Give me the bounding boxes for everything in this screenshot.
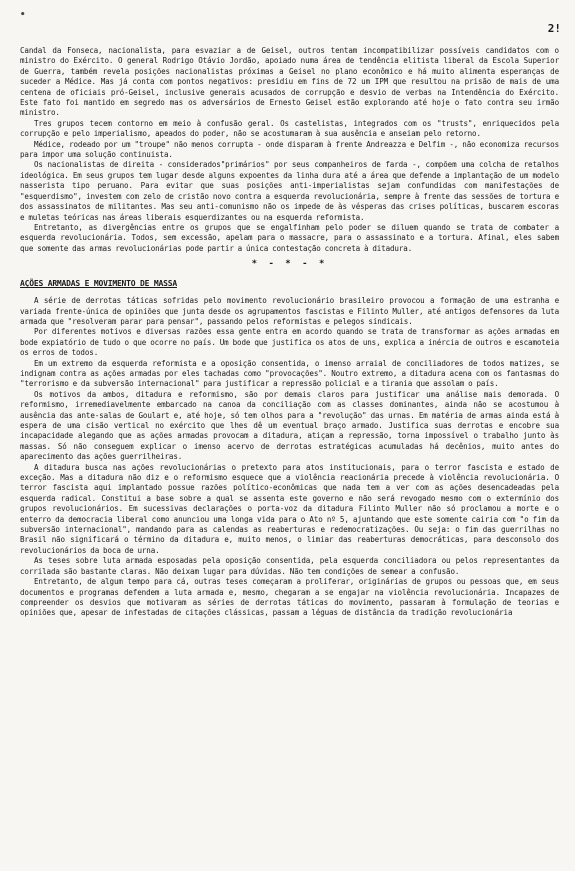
section-heading: AÇÕES ARMADAS E MOVIMENTO DE MASSA [20,279,177,289]
page-mark: • [20,10,26,20]
body-paragraph: A série de derrotas táticas sofridas pelo movimento revolucionário brasileiro provocou a formação de uma estranha e variada frente-única de opiniões que junta desde os agrupamentos fascistas e Filinto Muller, até antigos defensores da luta armada que "resolveram parar para pensar", passando pelos reformistas e pelegos sindicais. [20,296,559,326]
body-paragraph: Médice, rodeado por um "troupe" não menos corrupta - onde disparam à frente Andreazza e Delfim -, não economiza recursos para impor uma solução continuista. [20,139,559,160]
body-paragraph: Em um extremo da esquerda reformista e a oposição consentida, o imenso arraial de conciliadores de todos matizes, se indignam contra as ações armadas por eles tachadas como "provocações". Noutro extremo, a ditadura acena com os fantasmas do "terrorismo e da subversão internacional" para justificar a repressão policial e a tirania que assolam o país. [20,358,559,389]
body-paragraph: Por diferentes motivos e diversas razões essa gente entra em acordo quando se trata de transformar as ações armadas em bode expiatório de tudo o que ocorre no país. Um bode que justifica os atos de uns, explica a inércia de outros e escamoteia os erros de todos. [20,327,559,358]
body-paragraph: Tres grupos tecem contorno em meio à confusão geral. Os castelistas, integrados com os "trusts", enriquecidos pela corrupção e pelo imperialismo, apeados do poder, não se acostumaram à sua ausência e anseiam pelo retorno. [20,118,559,139]
body-paragraph: Entretanto, de algum tempo para cá, outras teses começaram a proliferar, originárias de grupos ou pessoas que, em seus documentos e programas defendem a luta armada e, mesmo, chegaram a se engajar na violência revolucionária. Incapazes de compreender os desvios que motivaram as séries de derrotas táticas do movimento, passaram à formulação de teorias e opiniões que, apesar de infestadas de citações clássicas, passam a léguas de distância da tradição revolucionária [20,577,559,618]
armed-actions-section [20,296,559,619]
body-paragraph: Entretanto, as divergências entre os grupos que se engalfinham pelo poder se diluem quando se trata de combater a esquerda revolucionária. Todos, sem excessão, apelam para o massacre, para o assassinato e a tortura. Afinal, eles sabem que somente das armas revolucionárias pode partir a única contestação concreta à ditadura. [20,222,559,253]
political-analysis-section [20,46,559,254]
body-paragraph: Candal da Fonseca, nacionalista, para esvaziar a de Geisel, outros tentam incompatibilizar possíveis candidatos com o ministro do Exército. O general Rodrigo Otávio Jordão, apoiado numa área de tendência elitista liberal da Escola Superior de Guerra, também revela posições nacionalistas próximas a Geisel no plano econômico e há muito alimenta esperanças de suceder a Médice. Mas já conta com pontos negativos: presidiu em fins de 72 um IPM que resultou na prisão de mais de uma centena de oficiais pró-Geisel, inclusive generais acusados de corrupção e desvio de verbas na Intendência do Exército. Este fato foi mantido em segredo mas os adversários de Ernesto Geisel estão explorando até hoje o fato contra seu irmão ministro. [20,46,559,118]
body-paragraph: A ditadura busca nas ações revolucionárias o pretexto para atos institucionais, para o terror fascista e estado de exceção. Mas a ditadura não diz e o reformismo esquece que a violência reacionária precede à violência revolucionária. O terror fascista aqui implantado possue razões político-econômicas que nada tem a ver com as ações desencadeadas pela esquerda radical. Constitui a base sobre a qual se assenta este governo e não será revogado mesmo com o extermínio dos grupos revolucionários. Em sucessivas declarações o porta-voz da ditadura Filinto Muller não só proclamou a morte e o enterro da democracia liberal como anunciou uma longa vida para o Ato nº 5, ajuntando que este somente cairia com "o fim da subversão internacional", mandando para as calendas as reaberturas e redemocratizações. Ou seja: o fim das guerrilhas no Brasil não significará o término da ditadura e, muito menos, o limiar das reaberturas democráticas, para desconsolo dos revolucionários da boca de urna. [20,462,559,555]
body-paragraph: Os motivos da ambos, ditadura e reformismo, são por demais claros para justificar uma análise mais demorada. O reformismo, irremediavelmente embarcado na canoa da conciliação com as classes dominantes, ainda não se acostumou à ausência das ante-salas de Goulart e, até hoje, só tem olhos para a "revolução" das urnas. Em matéria de armas ainda está à espera de uma cisão vertical no exército que lhes dê um eventual braço armado. Justifica suas derrotas e encobre sua incapacidade alegando que as ações armadas provocam a ditadura, atiçam a repressão, torna impossível o trabalho junto às massas. Só não conseguem explicar o imenso acervo de derrotas estratégicas acumuladas há decênios, muito antes do aparecimento das ações guerrilheiras. [20,389,559,462]
section-separator: * - * - * [251,259,328,270]
page-number: 2! [547,22,561,35]
body-paragraph: As teses sobre luta armada esposadas pela oposição consentida, pela esquerda conciliadora ou pelos representantes da corrilada são bastante claras. Não deixam lugar para dúvidas. Não tem condições de semear a confusão. [20,556,559,576]
body-paragraph: Os nacionalistas de direita - considerados"primários" por seus companheiros de farda -, compõem uma colcha de retalhos ideológica. Em seus grupos tem lugar desde alguns expoentes da linha dura até a área que defende a implantação de um modelo nasserista tipo peruano. Para evitar que suas posições anti-imperialistas sejam confundidas com manifestações de "esquerdismo", investem com zelo de cristão novo contra a esquerda revolucionária, sempre à frente das sessões de tortura e dos assassinatos de militantes. Mas seu anti-comunismo não os impede de às vésperas das crises políticas, buscarem escoras e muletas teóricas nas áreas liberais esquerdizantes ou na esquerda reformista. [20,160,559,222]
